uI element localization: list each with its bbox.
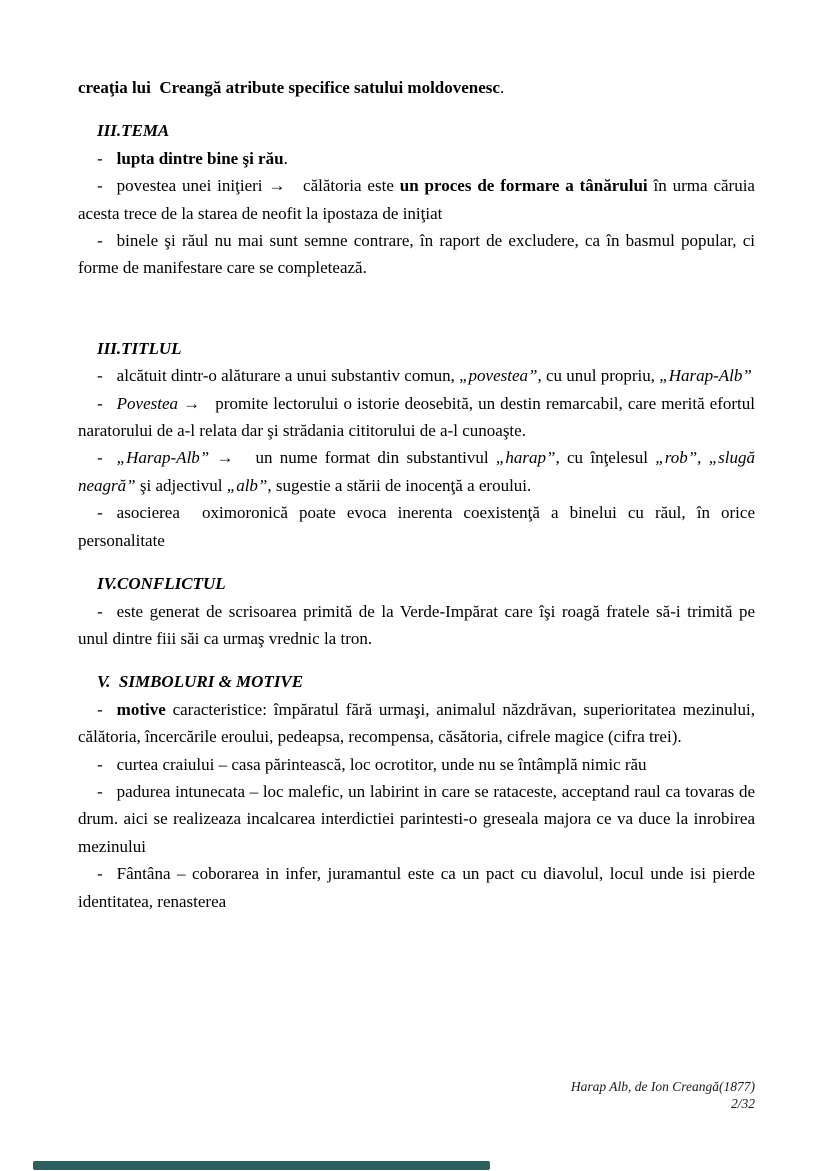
text-run: şi adjectivul <box>135 475 227 495</box>
text-run: „povestea” <box>459 366 538 386</box>
bullet-item <box>78 751 755 778</box>
bullet-dash-icon: - <box>97 503 103 523</box>
bullet-item <box>78 598 755 653</box>
text-run: „harap” <box>495 448 556 468</box>
bullet-dash-icon: - <box>97 601 103 621</box>
bullet-dash-icon: - <box>97 448 103 468</box>
text-run: , sugestie a stării de inocenţă a eroului. <box>267 475 532 495</box>
text-run: curtea craiului – casa părintească, loc ocrotitor, unde nu se întâmplă nimic rău <box>116 754 647 774</box>
section-heading-simboluri-motive: V. SIMBOLURI & MOTIVE <box>97 672 304 692</box>
text-run: . <box>499 78 505 97</box>
document-sections <box>78 117 755 915</box>
text-run: asocierea oximoronică poate evoca inerenta coexistenţă a binelui cu răul, în orice personalitate <box>78 503 755 550</box>
bullet-dash-icon: - <box>97 781 103 801</box>
text-run: în urma căruia acesta trece de la starea de neofit la ipostaza de iniţiat <box>78 176 755 223</box>
bullet-item <box>78 227 755 282</box>
bullet-dash-icon: - <box>97 366 103 386</box>
intro-paragraph <box>78 74 755 101</box>
text-run: → un nume format din substantivul <box>209 448 496 468</box>
footer-title: Harap Alb, de Ion Creangă(1877) <box>570 1079 755 1094</box>
text-run: binele şi răul nu mai sunt semne contrare, în raport de excludere, ca în basmul popular, ci forme de manifestare care se completează. <box>78 231 755 278</box>
text-run: Fântâna – coborarea in infer, juramantul este ca un pact cu diavolul, locul unde isi pierde identitatea, renasterea <box>78 864 755 911</box>
text-run: Povestea <box>116 393 179 413</box>
text-run: padurea intunecata – loc malefic, un labirint in care se rataceste, acceptand raul ca tovaras de drum. aici se realizeaza incalcarea interdictiei parintesti-o greseala majora ce va duce la inrobirea mezinului <box>78 781 755 856</box>
footer-page-number: 2/32 <box>730 1096 755 1111</box>
bullet-dash-icon: - <box>97 754 103 774</box>
text-run: caracteristice: împăratul fără urmaşi, animalul năzdrăvan, superioritatea mezinului, călătoria, încercările eroului, pedeapsa, recompensa, căsătoria, cifrele magice (cifra trei). <box>78 699 755 747</box>
text-run: „rob” <box>655 448 698 468</box>
bullet-item <box>78 444 755 499</box>
text-run: , cu unul propriu, <box>537 366 660 386</box>
section-heading-tema: III.TEMA <box>97 121 170 141</box>
text-run: motive <box>116 699 166 719</box>
page-footer <box>571 1078 755 1112</box>
text-run: este generat de scrisoarea primită de la Verde-Impărat care îşi roagă fratele să-i trimită pe unul dintre fiii săi ca urmaş vrednic la tron. <box>78 601 755 648</box>
bullet-item <box>78 778 755 860</box>
text-run: → promite lectorului o istorie deosebită, un destin remarcabil, care merită efortul naratorului de a-l relata dar şi strădania cititorului de a-l cunoaşte. <box>78 393 755 441</box>
text-run: un proces de formare a tânărului <box>399 176 648 196</box>
text-run: „slugă neagră” <box>78 448 756 495</box>
text-run: alcătuit dintr-o alăturare a unui substantiv comun, <box>116 366 460 386</box>
text-run: , <box>697 448 709 468</box>
text-run: „Harap-Alb” <box>116 448 210 468</box>
bullet-item <box>78 390 755 445</box>
bullet-dash-icon: - <box>97 148 103 168</box>
bullet-dash-icon: - <box>97 393 103 413</box>
section-heading-conflictul: IV.CONFLICTUL <box>97 574 226 594</box>
bullet-item <box>78 362 755 389</box>
text-run: , cu înţelesul <box>555 448 656 468</box>
bullet-dash-icon: - <box>97 231 103 251</box>
bullet-item <box>78 696 755 751</box>
text-run: . <box>283 148 288 168</box>
section-heading-titlul: III.TITLUL <box>97 338 182 358</box>
text-run: „alb” <box>226 475 268 495</box>
bullet-dash-icon: - <box>97 176 103 196</box>
bullet-item <box>78 172 755 227</box>
bullet-item <box>78 860 755 915</box>
text-run: „Harap-Alb” <box>659 366 752 386</box>
text-run: creaţia lui Creangă atribute specifice satului moldovenesc <box>78 78 500 97</box>
text-run: povestea unei iniţieri → călătoria este <box>116 176 400 196</box>
bullet-dash-icon: - <box>97 864 103 884</box>
bullet-dash-icon: - <box>97 699 103 719</box>
horizontal-scrollbar-thumb[interactable] <box>33 1161 490 1170</box>
text-run: lupta dintre bine şi rău <box>116 148 284 168</box>
bullet-item <box>78 499 755 554</box>
bullet-item <box>78 145 755 172</box>
